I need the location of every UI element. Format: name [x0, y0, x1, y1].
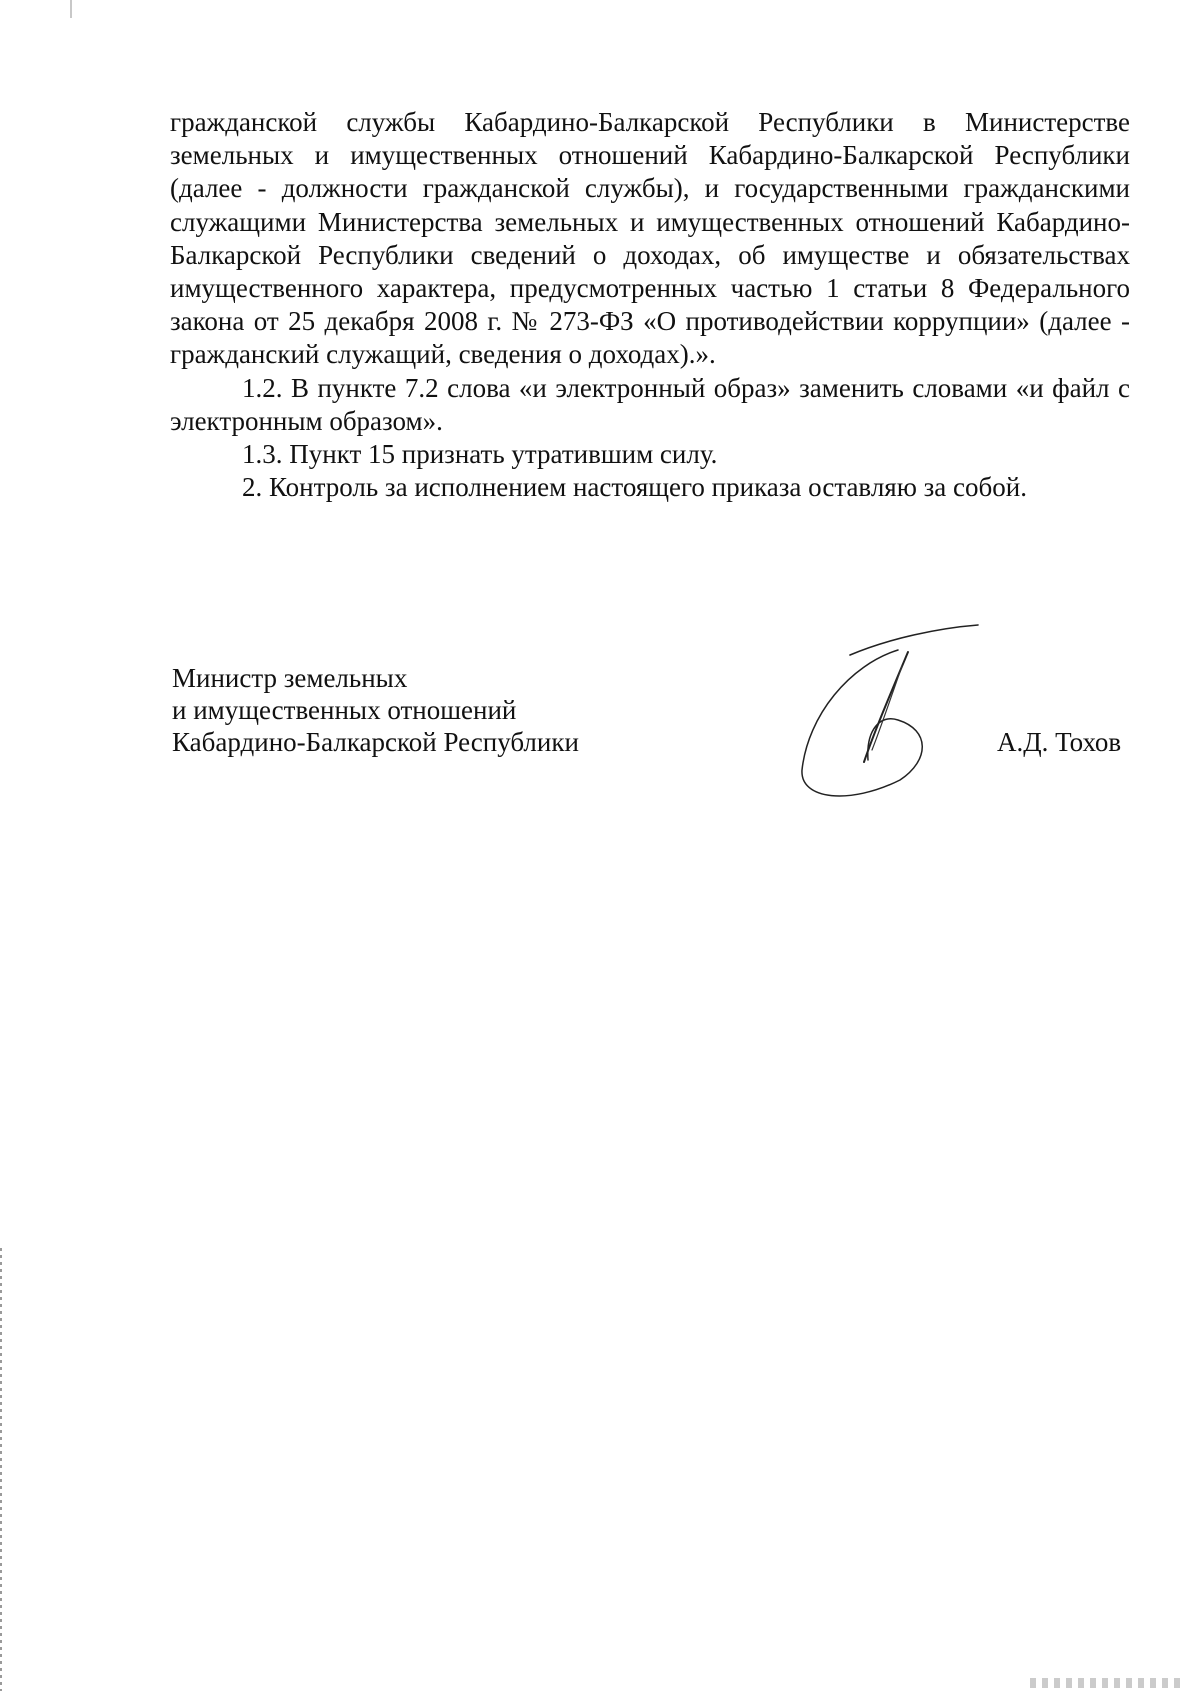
paragraph-continuation: гражданской службы Кабардино-Балкарской Республики в Министерстве земельных и имущественных отношений Кабардино-Балкарской Республики (далее - должности гражданской службы), и государственными гражданскими служащими Министерства земельных и имущественных отношений Кабардино-Балкарской Республики сведений о доходах, об имуществе и обязательствах имущественного характера, предусмотренных частью 1 статьи 8 Федерального закона от 25 декабря 2008 г. № 273-ФЗ «О противодействии коррупции» (далее - гражданский служащий, сведения о доходах).».	[170, 107, 1130, 370]
scan-artifact-top	[70, 0, 72, 18]
signatory-title-line-1: Министр земельных	[172, 663, 408, 693]
paragraph-1-3: 1.3. Пункт 15 признать утратившим силу.	[242, 439, 718, 470]
signatory-title	[172, 662, 579, 758]
scan-artifact-footer	[1030, 1678, 1180, 1688]
document-body	[170, 106, 1130, 504]
signature-inner-stroke	[872, 666, 902, 750]
signatory-title-line-3: Кабардино-Балкарской Республики	[172, 727, 579, 757]
paragraph-1-2: 1.2. В пункте 7.2 слова «и электронный образ» заменить словами «и файл с электронным образом».	[170, 372, 1130, 436]
signature-upper-stroke	[850, 625, 978, 655]
signatory-title-line-2: и имущественных отношений	[172, 695, 517, 725]
scan-artifact-left-edge	[0, 1248, 2, 1691]
handwritten-signature	[780, 620, 1000, 810]
signatory-name: А.Д. Тохов	[997, 727, 1122, 757]
signature-loop	[802, 650, 922, 796]
paragraph-2: 2. Контроль за исполнением настоящего приказа оставляю за собой.	[242, 472, 1027, 503]
